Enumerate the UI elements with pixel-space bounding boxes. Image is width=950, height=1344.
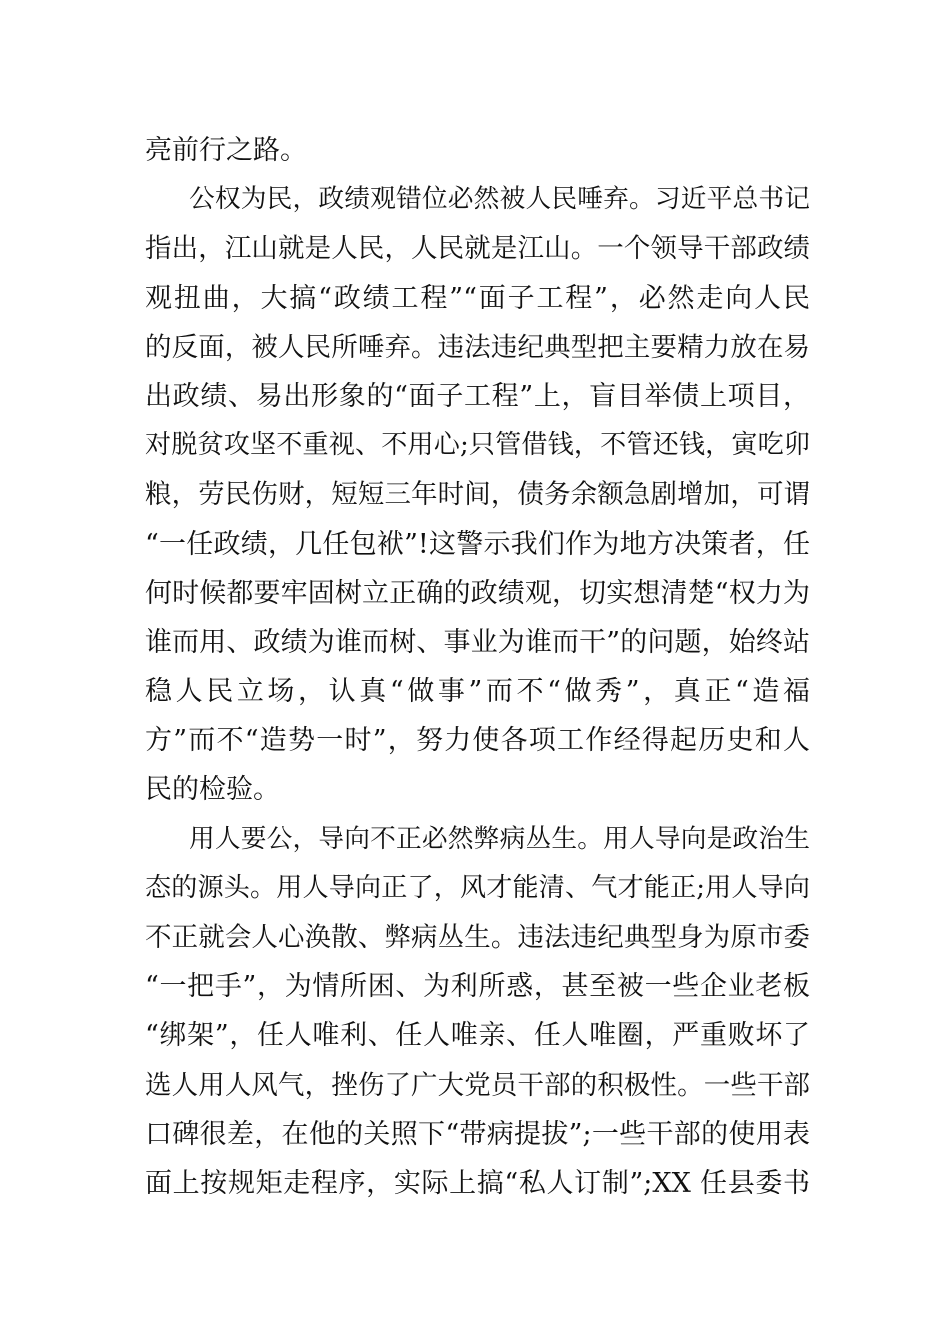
text-line: 民的检验。 [145,774,280,806]
text-line: 态的源头。用人导向正了，风才能清、气才能正;用人导向 [145,872,810,903]
text-line: 面上按规矩走程序，实际上搞“私人订制”;XX 任县委书 [145,1167,810,1199]
text-line: 亮前行之路。 [145,135,307,166]
text-line: 稳人民立场，认真“做事”而不“做秀”，真正“造福 [145,676,810,708]
text-line: 粮，劳民伤财，短短三年时间，债务余额急剧增加，可谓 [145,479,810,511]
text-line: 公权为民，政绩观错位必然被人民唾弃。习近平总书记 [189,184,810,215]
text-line: 的反面，被人民所唾弃。违法违纪典型把主要精力放在易 [145,331,810,363]
text-line: 谁而用、政绩为谁而树、事业为谁而干”的问题，始终站 [145,626,810,658]
text-line: 对脱贫攻坚不重视、不用心;只管借钱，不管还钱，寅吃卯 [145,430,810,461]
document-body [145,126,810,1208]
text-line: 何时候都要牢固树立正确的政绩观，切实想清楚“权力为 [145,577,810,609]
text-line: 观扭曲，大搞“政绩工程”“面子工程”，必然走向人民 [145,282,810,314]
text-line: 选人用人风气，挫伤了广大党员干部的积极性。一些干部 [145,1069,810,1101]
text-line: “一任政绩，几任包袱”!这警示我们作为地方决策者，任 [145,528,810,560]
text-line: 用人要公，导向不正必然弊病丛生。用人导向是政治生 [189,823,810,854]
text-line: 方”而不“造势一时”，努力使各项工作经得起历史和人 [145,725,810,757]
text-line: 指出，江山就是人民，人民就是江山。一个领导干部政绩 [145,233,810,265]
text-line: 不正就会人心涣散、弊病丛生。违法违纪典型身为原市委 [145,922,810,953]
text-line: 出政绩、易出形象的“面子工程”上，盲目举债上项目， [145,380,810,412]
text-line: “绑架”，任人唯利、任人唯亲、任人唯圈，严重败坏了 [145,1020,810,1052]
text-line: 口碑很差，在他的关照下“带病提拔”;一些干部的使用表 [145,1118,810,1150]
text-line: “一把手”，为情所困、为利所惑，甚至被一些企业老板 [145,971,810,1003]
